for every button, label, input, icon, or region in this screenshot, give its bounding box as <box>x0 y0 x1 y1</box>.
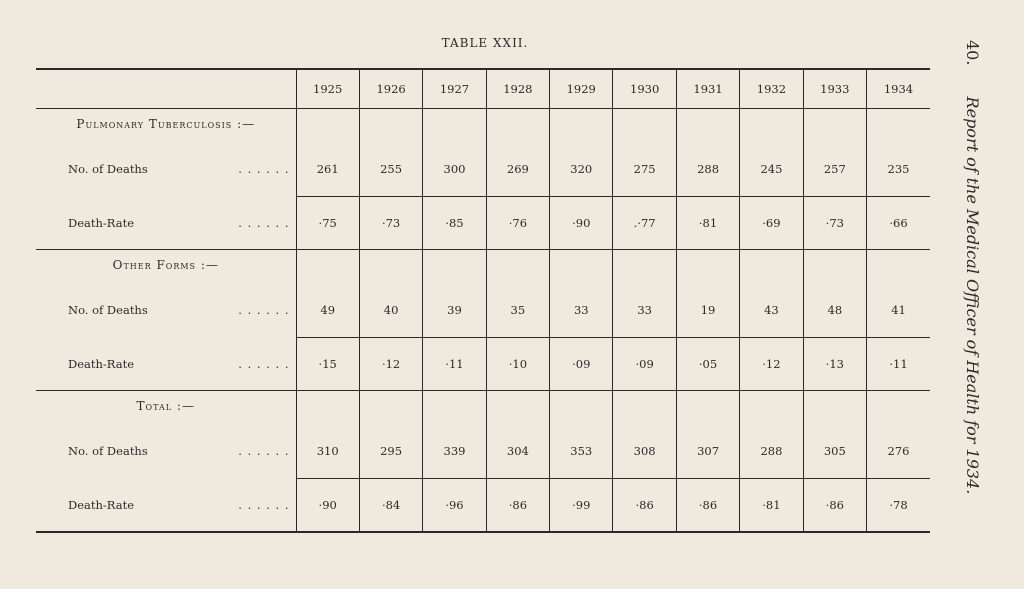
value-cell: ·86 <box>613 479 676 533</box>
page-number: 40. <box>963 40 982 66</box>
value-cell: 275 <box>613 141 676 197</box>
section-heading-row <box>36 391 930 424</box>
value-cell: 255 <box>359 141 422 197</box>
value-cell: ·09 <box>550 338 613 391</box>
value-cell: 353 <box>550 423 613 479</box>
value-cell: 288 <box>676 141 739 197</box>
value-cell: ·11 <box>423 338 486 391</box>
value-cell: 35 <box>486 282 549 338</box>
value-cell: 300 <box>423 141 486 197</box>
value-cell: 307 <box>676 423 739 479</box>
running-header <box>960 40 982 520</box>
section-heading: Other Forms :— <box>112 258 219 272</box>
value-cell: ·69 <box>740 197 803 250</box>
value-cell: ·09 <box>613 338 676 391</box>
value-cell: 269 <box>486 141 549 197</box>
value-cell: 308 <box>613 423 676 479</box>
value-cell: 33 <box>613 282 676 338</box>
value-cell: ·81 <box>740 479 803 533</box>
value-cell: .·77 <box>613 197 676 250</box>
row-label: Death-Rate . . . . . . <box>36 197 296 250</box>
value-cell: ·90 <box>296 479 359 533</box>
report-title: Report of the Medical Officer of Health for 1934. <box>963 96 982 495</box>
year-header: 1928 <box>486 69 549 109</box>
value-cell: 235 <box>867 141 930 197</box>
value-cell: ·81 <box>676 197 739 250</box>
value-cell: ·75 <box>296 197 359 250</box>
label-header-cell <box>36 69 296 109</box>
value-cell: ·96 <box>423 479 486 533</box>
value-cell: 48 <box>803 282 866 338</box>
year-header: 1927 <box>423 69 486 109</box>
value-cell: 288 <box>740 423 803 479</box>
row-label: No. of Deaths . . . . . . <box>68 161 290 176</box>
value-cell: ·10 <box>486 338 549 391</box>
value-cell: ·85 <box>423 197 486 250</box>
value-cell: ·76 <box>486 197 549 250</box>
year-header: 1929 <box>550 69 613 109</box>
value-cell: 41 <box>867 282 930 338</box>
year-header: 1933 <box>803 69 866 109</box>
value-cell: ·15 <box>296 338 359 391</box>
table-title: TABLE XXII. <box>441 36 529 50</box>
value-cell: 339 <box>423 423 486 479</box>
value-cell: ·86 <box>676 479 739 533</box>
table-row <box>36 479 930 533</box>
value-cell: ·12 <box>740 338 803 391</box>
table-row <box>36 197 930 250</box>
value-cell: 245 <box>740 141 803 197</box>
section-heading: Total :— <box>136 399 195 413</box>
value-cell: ·86 <box>486 479 549 533</box>
value-cell: ·86 <box>803 479 866 533</box>
year-header: 1932 <box>740 69 803 109</box>
row-label: No. of Deaths . . . . . . <box>68 302 290 317</box>
value-cell: 320 <box>550 141 613 197</box>
value-cell: 261 <box>296 141 359 197</box>
table-row <box>36 338 930 391</box>
tuberculosis-table <box>36 68 930 533</box>
section-heading-row <box>36 109 930 142</box>
value-cell: 257 <box>803 141 866 197</box>
value-cell: 295 <box>359 423 422 479</box>
row-label: Death-Rate . . . . . . <box>36 479 296 533</box>
value-cell: 304 <box>486 423 549 479</box>
table-row <box>36 141 930 197</box>
section-heading: Pulmonary Tuberculosis :— <box>76 117 256 131</box>
value-cell: ·12 <box>359 338 422 391</box>
value-cell: ·73 <box>359 197 422 250</box>
value-cell: 276 <box>867 423 930 479</box>
year-header: 1930 <box>613 69 676 109</box>
value-cell: 33 <box>550 282 613 338</box>
section-heading-row <box>36 250 930 283</box>
year-header: 1931 <box>676 69 739 109</box>
value-cell: ·05 <box>676 338 739 391</box>
value-cell: 49 <box>296 282 359 338</box>
value-cell: 305 <box>803 423 866 479</box>
value-cell: ·73 <box>803 197 866 250</box>
table-row <box>36 282 930 338</box>
value-cell: ·99 <box>550 479 613 533</box>
row-label: No. of Deaths . . . . . . <box>68 443 290 458</box>
value-cell: ·78 <box>867 479 930 533</box>
value-cell: 43 <box>740 282 803 338</box>
year-header: 1925 <box>296 69 359 109</box>
value-cell: 310 <box>296 423 359 479</box>
value-cell: 39 <box>423 282 486 338</box>
table-row <box>36 423 930 479</box>
value-cell: ·90 <box>550 197 613 250</box>
year-header: 1926 <box>359 69 422 109</box>
value-cell: ·84 <box>359 479 422 533</box>
value-cell: ·11 <box>867 338 930 391</box>
year-header-row <box>36 69 930 109</box>
value-cell: 40 <box>359 282 422 338</box>
year-header: 1934 <box>867 69 930 109</box>
row-label: Death-Rate . . . . . . <box>36 338 296 391</box>
value-cell: ·66 <box>867 197 930 250</box>
value-cell: ·13 <box>803 338 866 391</box>
value-cell: 19 <box>676 282 739 338</box>
